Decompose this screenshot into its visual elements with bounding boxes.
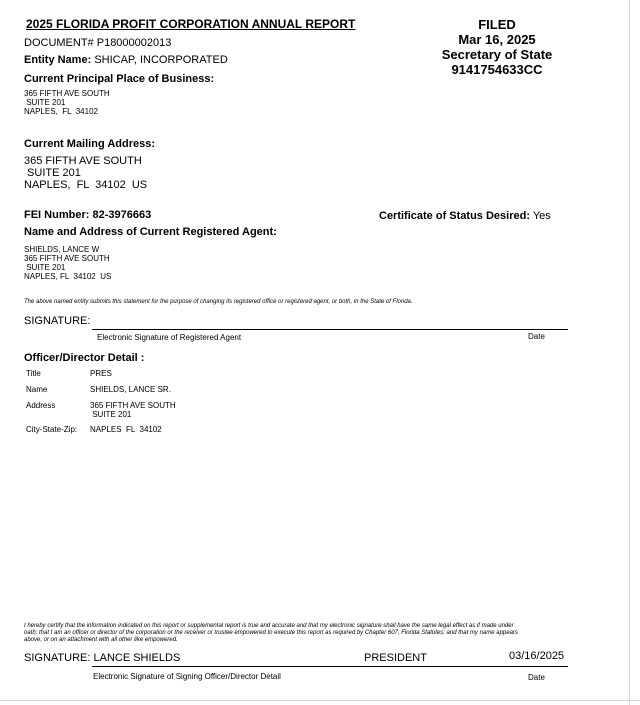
page-bottom-edge [0, 700, 640, 701]
officer-signature-line-text [24, 652, 180, 664]
page-right-edge [629, 0, 630, 705]
officer-address-line2: SUITE 201 [90, 410, 132, 419]
officer-signature-rule [92, 666, 568, 667]
certificate-value: Yes [532, 210, 551, 222]
officer-heading: Officer/Director Detail : [24, 352, 145, 364]
report-title: 2025 FLORIDA PROFIT CORPORATION ANNUAL REPORT [26, 17, 356, 31]
certificate-line [379, 210, 551, 222]
certification-text [24, 623, 518, 644]
agent-signature-date-caption: Date [528, 332, 545, 341]
officer-address-line1: 365 FIFTH AVE SOUTH [90, 401, 176, 410]
fei-label: FEI Number: [24, 209, 90, 221]
officer-name-label: Name [26, 385, 48, 394]
filed-code: 9141754633CC [451, 62, 543, 77]
filed-status: FILED [478, 17, 516, 32]
agent-signature-caption: Electronic Signature of Registered Agent [97, 333, 242, 342]
agent-line4: NAPLES, FL 34102 US [24, 272, 112, 281]
officer-csz-value: NAPLES FL 34102 [90, 425, 162, 434]
officer-title-row [26, 369, 326, 379]
agent-signature-line [92, 329, 568, 330]
officer-signature-name: LANCE SHIELDS [93, 652, 181, 664]
mailing-line3: NAPLES, FL 34102 US [24, 179, 148, 191]
mailing-line1: 365 FIFTH AVE SOUTH [24, 155, 142, 167]
principal-heading: Current Principal Place of Business: [24, 73, 215, 85]
principal-line3: NAPLES, FL 34102 [24, 107, 98, 116]
certification-line3: above, or on an attachment with all other like empowered. [24, 637, 178, 643]
principal-address [24, 89, 110, 116]
certification-line1: I hereby certify that the information indicated on this report or supplemental report is true and accurate and that my electronic signature shall have the same legal effect as if made under [24, 623, 514, 629]
officer-name-value: SHIELDS, LANCE SR. [90, 385, 171, 394]
document-label: DOCUMENT# [24, 37, 94, 49]
agent-statement: The above named entity submits this statement for the purpose of changing its registered office or registered agent, or both, in the State of Florida. [24, 299, 413, 305]
agent-signature-label: SIGNATURE: [24, 315, 91, 327]
entity-name-line [24, 54, 228, 66]
document-number-line [24, 37, 171, 49]
officer-signature-date-caption: Date [528, 673, 545, 682]
filed-date: Mar 16, 2025 [458, 32, 536, 47]
officer-signature-date: 03/16/2025 [509, 650, 565, 662]
officer-csz-row [26, 425, 326, 435]
officer-csz-label: City-State-Zip: [26, 425, 78, 434]
fei-number: 82-3976663 [92, 209, 152, 221]
officer-address-row [26, 401, 326, 421]
officer-title-label: Title [26, 369, 41, 378]
mailing-address [24, 155, 147, 191]
officer-address-value [90, 401, 176, 419]
principal-line1: 365 FIFTH AVE SOUTH [24, 89, 110, 98]
mailing-line2: SUITE 201 [24, 167, 81, 179]
officer-address-label: Address [26, 401, 56, 410]
agent-address [24, 245, 111, 281]
certificate-label: Certificate of Status Desired: [379, 210, 530, 222]
filed-office: Secretary of State [441, 47, 553, 62]
document-number: P18000002013 [96, 37, 172, 49]
filed-stamp [430, 17, 564, 77]
mailing-heading: Current Mailing Address: [24, 138, 155, 150]
officer-signature-title: PRESIDENT [364, 652, 427, 664]
agent-line2: 365 FIFTH AVE SOUTH [24, 254, 110, 263]
officer-name-row [26, 385, 326, 395]
officer-signature-label: SIGNATURE: [24, 652, 91, 664]
agent-line1: SHIELDS, LANCE W [24, 245, 100, 254]
principal-line2: SUITE 201 [24, 98, 66, 107]
entity-label: Entity Name: [24, 54, 92, 66]
agent-heading: Name and Address of Current Registered Agent: [24, 226, 277, 238]
fei-line [24, 209, 151, 221]
officer-title-value: PRES [90, 369, 112, 378]
officer-signature-caption: Electronic Signature of Signing Officer/Director Detail [93, 672, 281, 681]
agent-line3: SUITE 201 [24, 263, 66, 272]
certification-line2: oath; that I am an officer or director of the corporation or the receiver or trustee empowered to execute this report as required by Chapter 607, Florida Statutes; and that my name appears [24, 630, 518, 636]
entity-name: SHICAP, INCORPORATED [94, 54, 228, 66]
